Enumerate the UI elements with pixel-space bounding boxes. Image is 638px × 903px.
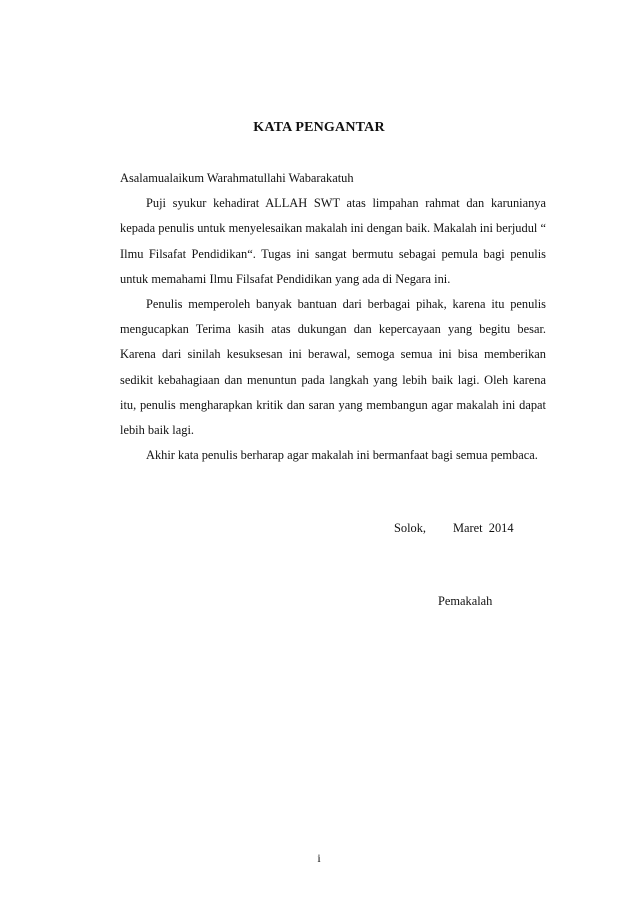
page-title: KATA PENGANTAR: [253, 120, 385, 135]
signature-name: Pemakalah: [438, 594, 493, 608]
signature-date: Maret 2014: [453, 521, 514, 535]
page-number: i: [317, 851, 321, 865]
greeting: Asalamualaikum Warahmatullahi Wabarakatuh: [120, 171, 354, 185]
paragraph-2: Penulis memperoleh banyak bantuan dari berbagai pihak, karena itu penulis mengucapkan Terima kasih atas dukungan dan kepercayaan yang begitu besar. Karena dari sinilah kesuksesan ini berawal, semoga semua ini bisa memberikan sedikit kebahagiaan dan menuntun pada langkah yang lebih baik lagi. Oleh karena itu, penulis mengharapkan kritik dan saran yang membangun agar makalah ini dapat lebih baik lagi.: [120, 297, 546, 438]
paragraph-3: Akhir kata penulis berharap agar makalah ini bermanfaat bagi semua pembaca.: [146, 448, 538, 463]
signature-place-date: [394, 521, 514, 536]
signature-city: Solok,: [394, 521, 427, 535]
paragraph-1: Puji syukur kehadirat ALLAH SWT atas limpahan rahmat dan karunianya kepada penulis untuk menyelesaikan makalah ini dengan baik. Makalah ini berjudul “ Ilmu Filsafat Pendidikan“. Tugas ini sangat bermutu sebagai pemula bagi penulis untuk memahami Ilmu Filsafat Pendidikan yang ada di Negara ini.: [120, 196, 546, 286]
body-text: [120, 166, 546, 468]
